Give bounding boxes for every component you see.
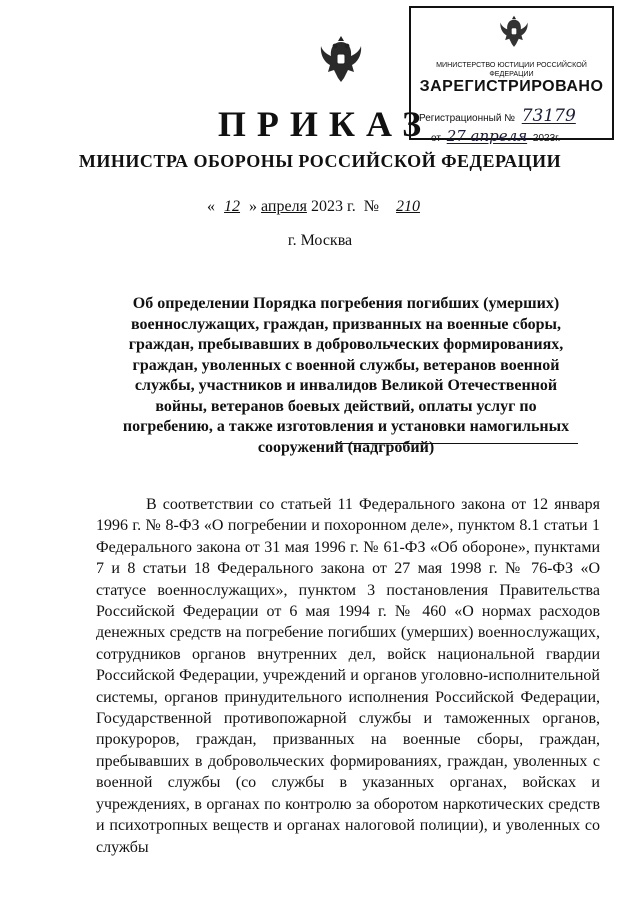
stamp-reg-number-value: 73179 [521,106,576,126]
date-month: апреля [261,198,307,215]
page-subtitle: МИНИСТРА ОБОРОНЫ РОССИЙСКОЙ ФЕДЕРАЦИИ [78,151,562,171]
body-paragraph: В соответствии со статьей 11 Федерального закона от 12 января 1996 г. № 8-ФЗ «О погребении и похоронном деле», пунктом 8.1 статьи 1 Федерального закона от 31 мая 1996 г. № 61-ФЗ «Об обороне», пунктами 7 и 8 статьи 18 Федерального закона от 27 мая 1998 г. № 76-ФЗ «О статусе военнослужащих», пунктом 3 постановления Правительства Российской Федерации от 6 мая 1994 г. № 460 «О нормах расходов денежных средств на погребение погибших (умерших) военнослужащих, сотрудников органов внутренних дел, войск национальной гвардии Российской Федерации, учреждений и органов уголовно-исполнительной системы, органов принудительного исполнения Российской Федерации, Государственной противопожарной службы и таможенных органов, прокуроров, граждан, призванных на военные сборы, граждан, пребывавших в добровольческих формированиях, граждан, уволенных с военной службы (со службы в указанных органах, войсках и учреждениях, в органах по контролю за оборотом наркотических средств и психотропных веществ и органах налоговой полиции), и уволенных со службы [96,496,600,856]
coat-of-arms-icon [318,32,364,88]
stamp-date-handwritten: 27 апреля [446,127,528,145]
date-close-quote: » [249,198,258,215]
stamp-reg-number-label: Регистрационный № [419,113,515,124]
stamp-date-prefix: от [431,133,441,144]
order-dateline [0,198,640,216]
date-year: 2023 г. [310,198,356,215]
page-title: ПРИКАЗ [217,104,433,144]
stamp-date-year: 2023г. [532,133,561,144]
stamp-ministry: МИНИСТЕРСТВО ЮСТИЦИИ РОССИЙСКОЙ ФЕДЕРАЦИИ [436,60,587,78]
order-heading: Об определении Порядка погребения погибших (умерших) военнослужащих, граждан, призванных на военные сборы, граждан, пребывавших в добровольческих формированиях, граждан, уволенных с военной службы, ветеранов военной службы, участников и инвалидов Великой Отечественной войны, ветеранов боевых действий, оплаты услуг по погребению, а также изготовления и установки намогильных сооружений (надгробий) [122,295,570,456]
stamp-emblem-icon [497,13,531,51]
stamp-registered: ЗАРЕГИСТРИРОВАНО [419,78,604,95]
date-open-quote: « [207,198,216,215]
order-number: 210 [395,198,420,215]
heading-underline [335,443,578,444]
date-day: 12 [224,198,241,215]
order-number-sign: № [363,198,379,215]
city: г. Москва [287,232,353,249]
